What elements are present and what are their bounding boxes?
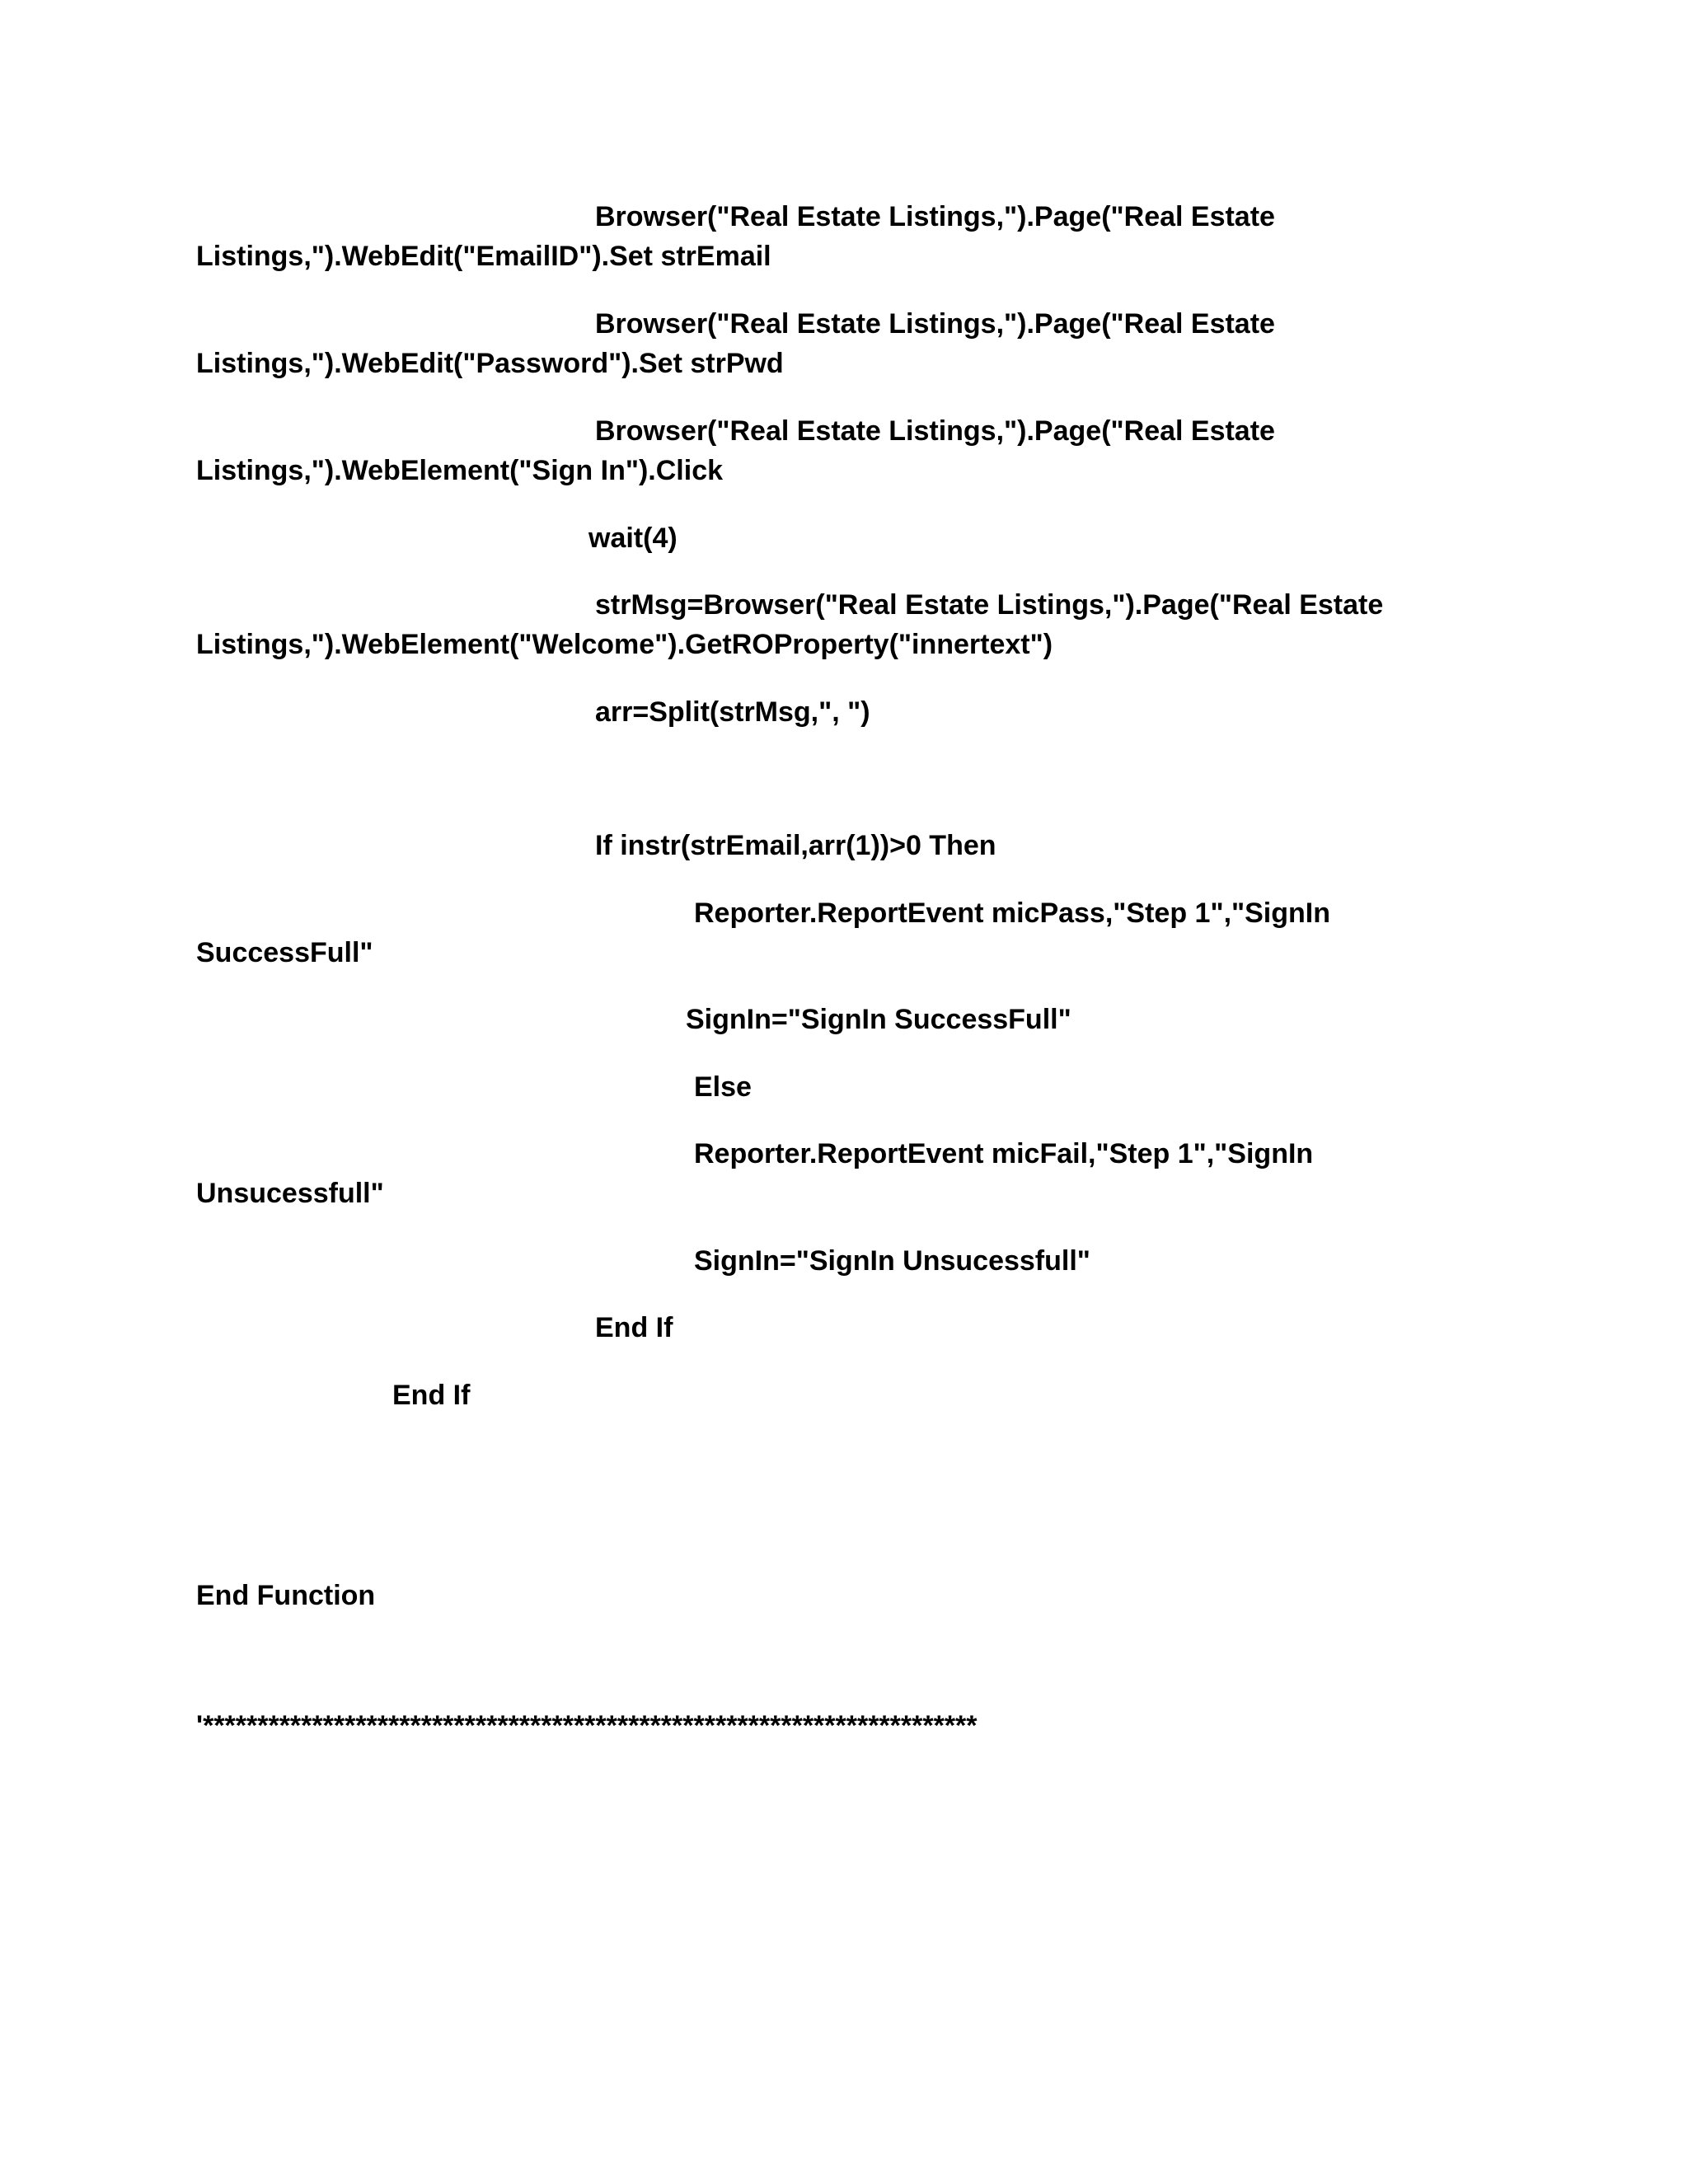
code-line: SignIn="SignIn Unsucessfull" [694, 1245, 1090, 1277]
code-line: End If [392, 1380, 471, 1411]
code-line: If instr(strEmail,arr(1))>0 Then [595, 830, 996, 861]
code-line: arr=Split(strMsg,", ") [595, 696, 870, 728]
comment-separator: '*********************************************************************** [196, 1710, 978, 1741]
code-line: Unsucessfull" [196, 1178, 384, 1209]
code-line: Browser("Real Estate Listings,").Page("Real Estate [595, 201, 1275, 232]
code-line: Listings,").WebEdit("EmailID").Set strEmail [196, 241, 771, 272]
code-line: Listings,").WebElement("Sign In").Click [196, 455, 724, 486]
code-line: Reporter.ReportEvent micFail,"Step 1","SignIn [694, 1138, 1314, 1169]
code-line: Reporter.ReportEvent micPass,"Step 1","SignIn [694, 898, 1331, 929]
code-line: wait(4) [588, 523, 678, 554]
code-line: SuccessFull" [196, 937, 373, 968]
code-line: Browser("Real Estate Listings,").Page("Real Estate [595, 308, 1275, 340]
code-line: Else [694, 1071, 752, 1103]
code-line: End If [595, 1312, 673, 1343]
code-line: SignIn="SignIn SuccessFull" [686, 1004, 1071, 1035]
code-line: End Function [196, 1580, 376, 1611]
code-line: Listings,").WebElement("Welcome").GetROProperty("innertext") [196, 629, 1053, 660]
code-line: strMsg=Browser("Real Estate Listings,").Page("Real Estate [595, 589, 1384, 621]
code-line: Listings,").WebEdit("Password").Set strPwd [196, 348, 784, 379]
code-line: Browser("Real Estate Listings,").Page("Real Estate [595, 415, 1275, 447]
